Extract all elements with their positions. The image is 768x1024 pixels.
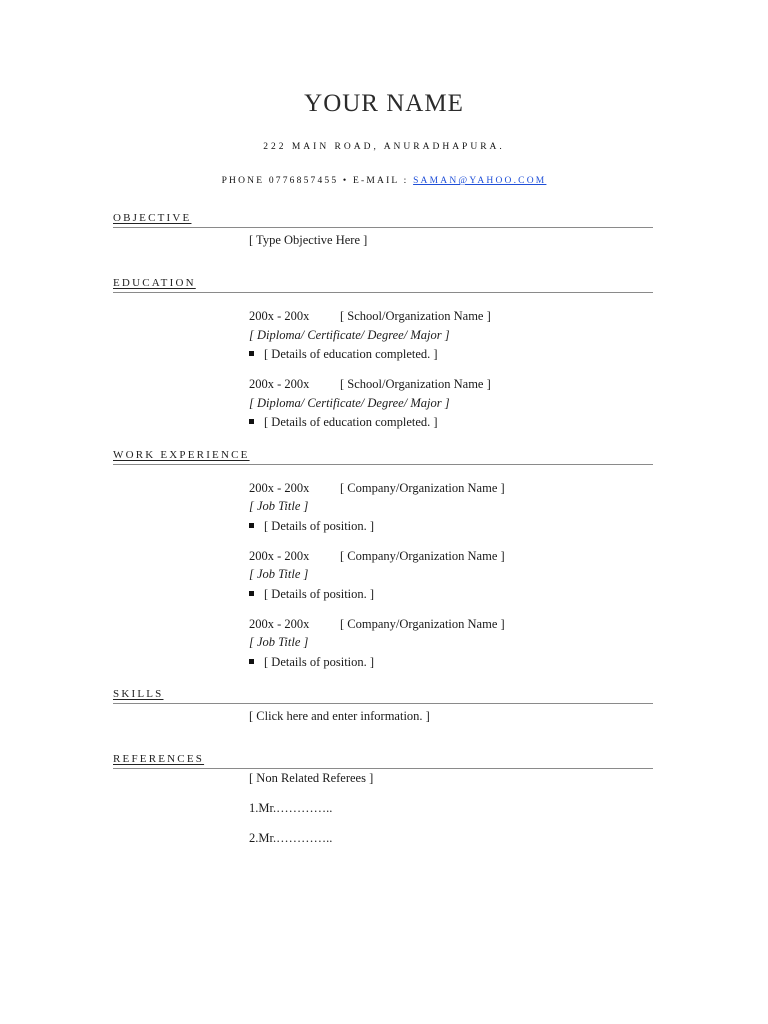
education-entry-org[interactable]: [ School/Organization Name ] — [340, 309, 491, 323]
bullet-icon — [249, 351, 254, 356]
work-entry-dates: 200x - 200x — [249, 549, 310, 563]
resume-name: YOUR NAME — [304, 90, 464, 117]
work-entry-title[interactable]: [ Job Title ] — [249, 567, 309, 581]
work-entry-dates: 200x - 200x — [249, 481, 310, 495]
reference-item[interactable]: 1.Mr.………….. — [249, 801, 333, 815]
objective-heading: OBJECTIVE — [113, 212, 653, 228]
email-link[interactable]: SAMAN@YAHOO.COM — [413, 176, 547, 186]
work-entry-1-header — [249, 481, 505, 496]
education-entry-1-header — [249, 309, 491, 324]
education-heading: EDUCATION — [113, 277, 653, 293]
bullet-icon — [249, 659, 254, 664]
address-line: 222 MAIN ROAD, ANURADHAPURA. — [263, 142, 505, 152]
work-entry-detail: [ Details of position. ] — [249, 655, 374, 670]
education-entry-dates: 200x - 200x — [249, 377, 310, 391]
work-entry-org[interactable]: [ Company/Organization Name ] — [340, 481, 505, 495]
bullet-icon — [249, 419, 254, 424]
skills-heading: SKILLS — [113, 688, 653, 704]
education-entry-detail: [ Details of education completed. ] — [249, 347, 438, 362]
education-entry-dates: 200x - 200x — [249, 309, 310, 323]
contact-line — [0, 176, 768, 186]
references-heading: REFERENCES — [113, 753, 653, 769]
work-experience-heading: WORK EXPERIENCE — [113, 449, 653, 465]
bullet-icon — [249, 523, 254, 528]
work-entry-2-header — [249, 549, 505, 564]
skills-text[interactable]: [ Click here and enter information. ] — [249, 709, 430, 723]
education-entry-org[interactable]: [ School/Organization Name ] — [340, 377, 491, 391]
references-intro[interactable]: [ Non Related Referees ] — [249, 771, 374, 785]
objective-text[interactable]: [ Type Objective Here ] — [249, 233, 368, 247]
phone-text: PHONE 0776857455 • E-MAIL : — [221, 176, 414, 186]
work-entry-title[interactable]: [ Job Title ] — [249, 635, 309, 649]
work-entry-org[interactable]: [ Company/Organization Name ] — [340, 549, 505, 563]
work-entry-3-header — [249, 617, 505, 632]
education-entry-detail: [ Details of education completed. ] — [249, 415, 438, 430]
work-entry-detail: [ Details of position. ] — [249, 519, 374, 534]
bullet-icon — [249, 591, 254, 596]
work-entry-detail: [ Details of position. ] — [249, 587, 374, 602]
education-entry-title[interactable]: [ Diploma/ Certificate/ Degree/ Major ] — [249, 396, 450, 410]
work-entry-dates: 200x - 200x — [249, 617, 310, 631]
education-entry-2-header — [249, 377, 491, 392]
education-entry-title[interactable]: [ Diploma/ Certificate/ Degree/ Major ] — [249, 328, 450, 342]
work-entry-title[interactable]: [ Job Title ] — [249, 499, 309, 513]
work-entry-org[interactable]: [ Company/Organization Name ] — [340, 617, 505, 631]
reference-item[interactable]: 2.Mr.………….. — [249, 831, 333, 845]
